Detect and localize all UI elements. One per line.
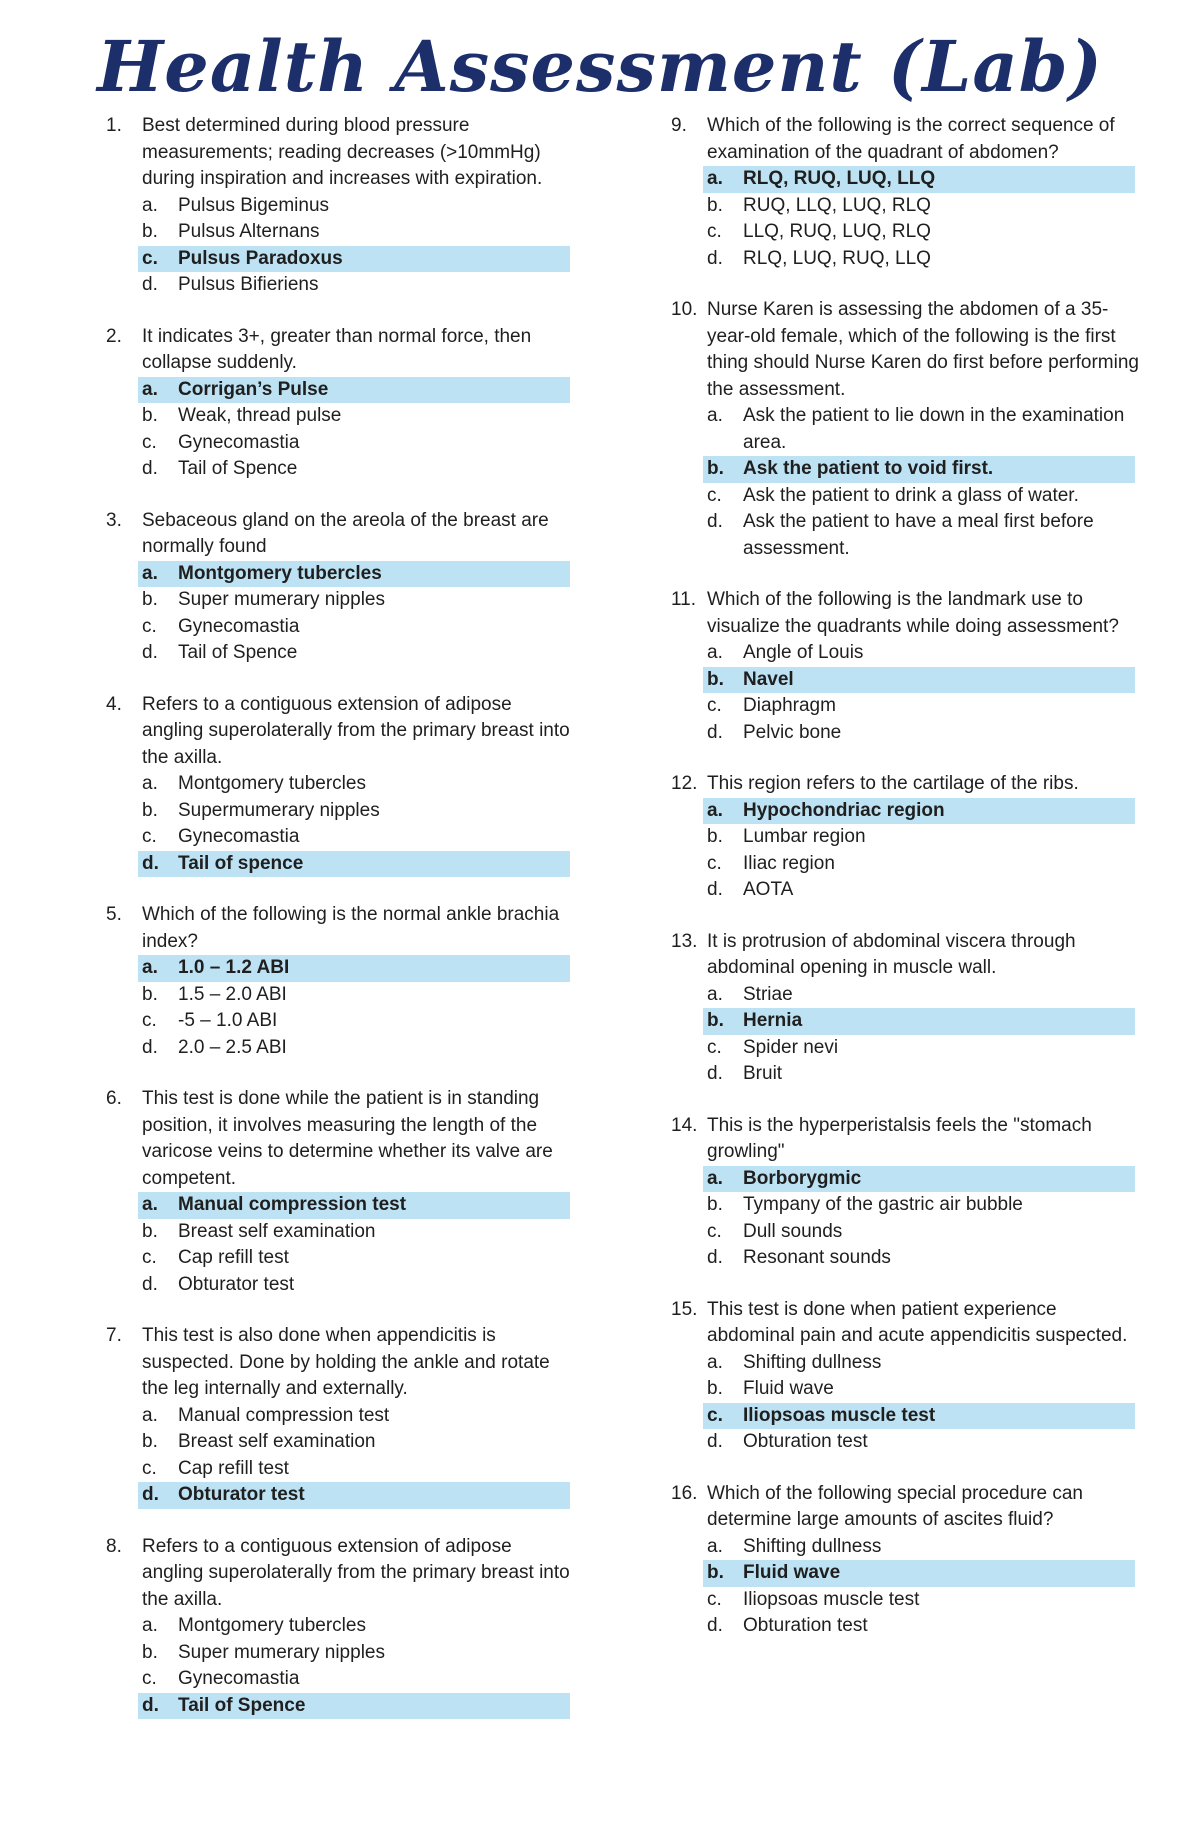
choice-letter: a. bbox=[142, 773, 158, 794]
choice-letter: b. bbox=[707, 194, 723, 216]
question-number: 6. bbox=[106, 1088, 122, 1109]
choice-letter: b. bbox=[707, 826, 723, 847]
choice-letter: b. bbox=[707, 458, 724, 479]
answer-choice bbox=[138, 640, 570, 667]
question-item bbox=[665, 771, 1200, 904]
choice-text: Iliopsoas muscle test bbox=[743, 1588, 920, 1610]
choice-letter: d. bbox=[707, 721, 723, 743]
question-number: 16. bbox=[671, 1482, 698, 1504]
correct-answer-choice bbox=[703, 1008, 1135, 1035]
question-number-cell bbox=[665, 929, 707, 982]
choice-text: Gynecomastia bbox=[178, 615, 300, 637]
choice-letter: d. bbox=[707, 247, 723, 269]
question-item bbox=[665, 297, 1200, 562]
choice-text: Tympany of the gastric air bubble bbox=[743, 1194, 1023, 1215]
choice-letter: c. bbox=[707, 221, 722, 242]
choice-text: 1.5 – 2.0 ABI bbox=[178, 983, 287, 1005]
choice-letter: c. bbox=[707, 695, 722, 716]
question-stem bbox=[100, 692, 680, 772]
choice-letter: a. bbox=[707, 1535, 723, 1557]
choice-letter: b. bbox=[707, 1562, 724, 1583]
answer-choice bbox=[703, 1613, 1135, 1640]
choice-text: Manual compression test bbox=[178, 1404, 390, 1426]
choice-letter: c. bbox=[142, 1247, 157, 1268]
question-stem bbox=[100, 508, 680, 561]
choice-letter: d. bbox=[707, 1063, 723, 1084]
question-item bbox=[665, 113, 1200, 272]
choice-text: Corrigan’s Pulse bbox=[178, 378, 329, 400]
question-stem bbox=[100, 1534, 680, 1614]
question-number: 5. bbox=[106, 904, 122, 925]
choice-text: Hernia bbox=[743, 1010, 803, 1031]
question-stem bbox=[100, 902, 680, 955]
choice-text: Fluid wave bbox=[743, 1562, 841, 1583]
answer-choice bbox=[703, 1534, 1135, 1561]
choice-letter: b. bbox=[707, 1378, 723, 1399]
question-text: Sebaceous gland on the areola of the breast are normally found bbox=[142, 509, 549, 557]
choice-letter: b. bbox=[142, 799, 158, 821]
choice-letter: c. bbox=[142, 615, 157, 637]
question-text: This region refers to the cartilage of the ribs. bbox=[707, 773, 1079, 794]
choice-letter: a. bbox=[707, 1167, 723, 1189]
answer-choice bbox=[138, 193, 570, 220]
left-column bbox=[100, 113, 680, 1744]
question-text: This is the hyperperistalsis feels the "stomach growling" bbox=[707, 1114, 1092, 1162]
choice-letter: d. bbox=[142, 852, 159, 874]
answer-choice bbox=[703, 982, 1135, 1009]
choice-text: Tail of Spence bbox=[178, 642, 298, 663]
choice-text: Obturation test bbox=[743, 1615, 868, 1636]
choice-list bbox=[138, 1613, 680, 1719]
correct-answer-choice bbox=[703, 1560, 1135, 1587]
answer-choice bbox=[703, 1192, 1135, 1219]
answer-choice bbox=[703, 1035, 1135, 1062]
choice-text: Obturator test bbox=[178, 1484, 305, 1505]
choice-text: Pelvic bone bbox=[743, 721, 842, 743]
question-number-cell bbox=[100, 508, 142, 561]
question-number-cell bbox=[100, 692, 142, 772]
choice-text: Tail of Spence bbox=[178, 1694, 306, 1716]
choice-text: Lumbar region bbox=[743, 826, 866, 847]
choice-letter: a. bbox=[707, 799, 723, 821]
choice-text: Ask the patient to drink a glass of water. bbox=[743, 484, 1079, 506]
question-number-cell bbox=[100, 1534, 142, 1614]
choice-list bbox=[138, 377, 680, 483]
answer-choice bbox=[138, 1403, 570, 1430]
choice-list bbox=[703, 403, 1200, 562]
correct-answer-choice bbox=[138, 955, 570, 982]
correct-answer-choice bbox=[703, 798, 1135, 825]
choice-text: Tail of Spence bbox=[178, 458, 298, 479]
choice-text: Spider nevi bbox=[743, 1036, 839, 1058]
question-number: 1. bbox=[106, 115, 122, 136]
question-item bbox=[100, 508, 680, 667]
choice-text: Dull sounds bbox=[743, 1220, 843, 1242]
question-text: This test is also done when appendicitis is suspected. Done by holding the ankle and rotate the leg internally and externally. bbox=[142, 1325, 550, 1399]
answer-choice bbox=[703, 1061, 1135, 1088]
answer-choice bbox=[138, 614, 570, 641]
answer-choice bbox=[138, 1640, 570, 1667]
correct-answer-choice bbox=[138, 1482, 570, 1509]
choice-text: Pulsus Paradoxus bbox=[178, 247, 343, 269]
choice-letter: c. bbox=[707, 484, 722, 506]
choice-text: Tail of spence bbox=[178, 852, 304, 874]
choice-text: Bruit bbox=[743, 1063, 783, 1084]
choice-text: Shifting dullness bbox=[743, 1351, 882, 1373]
choice-text: Obturator test bbox=[178, 1273, 295, 1295]
question-item bbox=[100, 902, 680, 1061]
choice-text: Cap refill test bbox=[178, 1457, 289, 1479]
choice-letter: c. bbox=[142, 1668, 157, 1689]
choice-letter: b. bbox=[142, 221, 158, 242]
question-number: 4. bbox=[106, 693, 122, 715]
question-number-cell bbox=[100, 902, 142, 955]
choice-text: RLQ, LUQ, RUQ, LLQ bbox=[743, 247, 931, 269]
choice-text: Diaphragm bbox=[743, 695, 836, 716]
choice-letter: c. bbox=[707, 852, 722, 874]
choice-letter: b. bbox=[707, 1010, 724, 1031]
choice-letter: a. bbox=[707, 405, 723, 426]
choice-letter: a. bbox=[142, 378, 158, 400]
choice-letter: a. bbox=[707, 168, 723, 189]
choice-letter: d. bbox=[707, 1615, 723, 1636]
answer-choice bbox=[703, 720, 1135, 747]
question-text: Which of the following special procedure can determine large amounts of ascites fluid? bbox=[707, 1482, 1083, 1530]
choice-letter: a. bbox=[707, 642, 723, 663]
answer-choice bbox=[703, 1587, 1135, 1614]
choice-text: Iliac region bbox=[743, 852, 835, 874]
question-item bbox=[665, 1113, 1200, 1272]
choice-letter: a. bbox=[142, 194, 158, 216]
question-number: 7. bbox=[106, 1325, 122, 1346]
choice-text: Breast self examination bbox=[178, 1220, 376, 1242]
question-item bbox=[665, 929, 1200, 1088]
answer-choice bbox=[703, 1350, 1135, 1377]
choice-letter: c. bbox=[707, 1220, 722, 1242]
answer-choice bbox=[703, 640, 1135, 667]
choice-letter: b. bbox=[142, 983, 158, 1005]
question-number: 13. bbox=[671, 930, 698, 952]
choice-text: Ask the patient to have a meal first before assessment. bbox=[743, 511, 1094, 559]
answer-choice bbox=[138, 219, 570, 246]
answer-choice bbox=[703, 1219, 1135, 1246]
choice-letter: d. bbox=[707, 511, 723, 532]
question-item bbox=[100, 324, 680, 483]
correct-answer-choice bbox=[703, 1403, 1135, 1430]
question-item bbox=[100, 113, 680, 299]
answer-choice bbox=[138, 1666, 570, 1693]
question-stem bbox=[665, 1297, 1200, 1350]
choice-letter: a. bbox=[142, 1615, 158, 1636]
choice-text: Super mumerary nipples bbox=[178, 1641, 385, 1663]
question-number: 2. bbox=[106, 325, 122, 347]
choice-letter: c. bbox=[142, 247, 158, 269]
choice-letter: c. bbox=[142, 826, 157, 847]
answer-choice bbox=[138, 272, 570, 299]
choice-text: RLQ, RUQ, LUQ, LLQ bbox=[743, 168, 936, 189]
answer-choice bbox=[138, 1008, 570, 1035]
question-number: 8. bbox=[106, 1535, 122, 1557]
correct-answer-choice bbox=[703, 456, 1135, 483]
question-item bbox=[100, 1323, 680, 1509]
answer-choice bbox=[138, 1219, 570, 1246]
choice-text: Gynecomastia bbox=[178, 1668, 300, 1689]
question-number-cell bbox=[100, 1323, 142, 1403]
question-text: Which of the following is the normal ankle brachia index? bbox=[142, 904, 560, 952]
correct-answer-choice bbox=[703, 667, 1135, 694]
answer-choice bbox=[703, 403, 1135, 456]
choice-letter: b. bbox=[142, 1431, 158, 1452]
answer-choice bbox=[703, 246, 1135, 273]
choice-text: Gynecomastia bbox=[178, 431, 300, 453]
choice-text: Iliopsoas muscle test bbox=[743, 1404, 936, 1426]
correct-answer-choice bbox=[703, 1166, 1135, 1193]
correct-answer-choice bbox=[138, 1192, 570, 1219]
question-item bbox=[100, 1534, 680, 1720]
choice-text: Angle of Louis bbox=[743, 642, 864, 663]
choice-text: Montgomery tubercles bbox=[178, 773, 366, 794]
question-number: 14. bbox=[671, 1114, 698, 1136]
question-stem bbox=[100, 1323, 680, 1403]
choice-text: Navel bbox=[743, 668, 794, 690]
choice-text: Pulsus Bifieriens bbox=[178, 274, 319, 295]
choice-list bbox=[703, 982, 1200, 1088]
choice-letter: c. bbox=[142, 431, 157, 453]
question-number-cell bbox=[100, 1086, 142, 1192]
choice-letter: c. bbox=[142, 1457, 157, 1479]
question-number-cell bbox=[665, 113, 707, 166]
choice-text: RUQ, LLQ, LUQ, RLQ bbox=[743, 194, 931, 216]
choice-letter: a. bbox=[142, 1404, 158, 1426]
answer-choice bbox=[703, 483, 1135, 510]
choice-text: Ask the patient to lie down in the examination area. bbox=[743, 405, 1125, 453]
choice-letter: b. bbox=[142, 1641, 158, 1663]
question-number-cell bbox=[100, 113, 142, 193]
choice-letter: a. bbox=[142, 562, 158, 584]
answer-choice bbox=[138, 771, 570, 798]
choice-text: Gynecomastia bbox=[178, 826, 300, 847]
answer-choice bbox=[138, 1035, 570, 1062]
choice-list bbox=[703, 1166, 1200, 1272]
choice-letter: c. bbox=[142, 1010, 157, 1031]
question-item bbox=[665, 1297, 1200, 1456]
question-number-cell bbox=[100, 324, 142, 377]
question-number-cell bbox=[665, 1297, 707, 1350]
answer-choice bbox=[703, 1429, 1135, 1456]
question-item bbox=[665, 587, 1200, 746]
choice-text: Breast self examination bbox=[178, 1431, 376, 1452]
question-number-cell bbox=[665, 1481, 707, 1534]
answer-choice bbox=[138, 456, 570, 483]
choice-letter: c. bbox=[707, 1588, 722, 1610]
question-text: This test is done when patient experience abdominal pain and acute appendicitis suspected. bbox=[707, 1298, 1128, 1346]
question-text: It is protrusion of abdominal viscera through abdominal opening in muscle wall. bbox=[707, 930, 1076, 978]
question-text: It indicates 3+, greater than normal force, then collapse suddenly. bbox=[142, 325, 532, 373]
question-stem bbox=[100, 113, 680, 193]
question-text: Which of the following is the correct sequence of examination of the quadrant of abdomen? bbox=[707, 115, 1115, 163]
choice-text: -5 – 1.0 ABI bbox=[178, 1010, 278, 1031]
answer-choice bbox=[703, 1245, 1135, 1272]
answer-choice bbox=[138, 1429, 570, 1456]
choice-letter: b. bbox=[142, 1220, 158, 1242]
choice-letter: b. bbox=[707, 1194, 723, 1215]
choice-letter: b. bbox=[142, 405, 158, 426]
choice-text: Resonant sounds bbox=[743, 1247, 891, 1268]
question-item bbox=[100, 692, 680, 878]
question-item bbox=[665, 1481, 1200, 1640]
answer-choice bbox=[703, 824, 1135, 851]
choice-letter: d. bbox=[707, 1431, 723, 1452]
choice-letter: a. bbox=[142, 957, 158, 978]
choice-letter: d. bbox=[142, 1694, 159, 1716]
answer-choice bbox=[138, 1456, 570, 1483]
answer-choice bbox=[138, 1272, 570, 1299]
choice-letter: d. bbox=[142, 1273, 158, 1295]
choice-letter: a. bbox=[142, 1194, 158, 1215]
page-title: Health Assessment (Lab) bbox=[97, 25, 1103, 108]
choice-text: Supermumerary nipples bbox=[178, 799, 380, 821]
choice-letter: c. bbox=[707, 1036, 722, 1058]
question-number: 3. bbox=[106, 509, 122, 531]
choice-list bbox=[703, 166, 1200, 272]
question-item bbox=[100, 1086, 680, 1298]
question-stem bbox=[665, 297, 1200, 403]
choice-text: Montgomery tubercles bbox=[178, 1615, 366, 1636]
question-number: 15. bbox=[671, 1298, 698, 1320]
answer-choice bbox=[138, 430, 570, 457]
question-text: Best determined during blood pressure measurements; reading decreases (>10mmHg) during inspiration and increases with expiration. bbox=[142, 115, 543, 189]
question-number-cell bbox=[665, 297, 707, 403]
choice-letter: a. bbox=[707, 1351, 723, 1373]
correct-answer-choice bbox=[138, 851, 570, 878]
answer-choice bbox=[138, 824, 570, 851]
question-text: This test is done while the patient is in standing position, it involves measuring the length of the varicose veins to determine whether its valve are competent. bbox=[142, 1088, 553, 1189]
question-stem bbox=[665, 587, 1200, 640]
question-number-cell bbox=[665, 771, 707, 798]
question-stem bbox=[665, 1113, 1200, 1166]
choice-text: Hypochondriac region bbox=[743, 799, 945, 821]
choice-letter: b. bbox=[142, 589, 158, 610]
answer-choice bbox=[138, 982, 570, 1009]
question-number: 10. bbox=[671, 299, 698, 320]
choice-text: Borborygmic bbox=[743, 1167, 862, 1189]
choice-letter: a. bbox=[707, 983, 723, 1005]
question-number-cell bbox=[665, 587, 707, 640]
answer-choice bbox=[138, 798, 570, 825]
question-text: Which of the following is the landmark use to visualize the quadrants while doing assessment? bbox=[707, 589, 1119, 637]
choice-text: Pulsus Alternans bbox=[178, 221, 320, 242]
answer-choice bbox=[138, 403, 570, 430]
choice-text: Shifting dullness bbox=[743, 1535, 882, 1557]
question-stem bbox=[665, 771, 1200, 798]
choice-list bbox=[138, 561, 680, 667]
question-number: 12. bbox=[671, 773, 698, 794]
choice-letter: d. bbox=[707, 1247, 723, 1268]
answer-choice bbox=[138, 1613, 570, 1640]
choice-text: Ask the patient to void first. bbox=[743, 458, 994, 479]
correct-answer-choice bbox=[138, 561, 570, 588]
choice-text: Weak, thread pulse bbox=[178, 405, 342, 426]
question-stem bbox=[100, 324, 680, 377]
choice-text: 1.0 – 1.2 ABI bbox=[178, 957, 290, 978]
choice-text: Cap refill test bbox=[178, 1247, 289, 1268]
choice-text: Fluid wave bbox=[743, 1378, 834, 1399]
choice-letter: c. bbox=[707, 1404, 723, 1426]
question-stem bbox=[665, 929, 1200, 982]
question-stem bbox=[100, 1086, 680, 1192]
choice-list bbox=[703, 798, 1200, 904]
answer-choice bbox=[703, 851, 1135, 878]
choice-letter: d. bbox=[142, 1036, 158, 1058]
question-text: Refers to a contiguous extension of adipose angling superolaterally from the primary breast into the axilla. bbox=[142, 1535, 570, 1610]
answer-choice bbox=[703, 219, 1135, 246]
answer-choice bbox=[703, 1376, 1135, 1403]
choice-text: 2.0 – 2.5 ABI bbox=[178, 1036, 287, 1058]
question-number: 9. bbox=[671, 115, 687, 136]
right-column bbox=[665, 113, 1200, 1665]
choice-text: Montgomery tubercles bbox=[178, 562, 382, 584]
choice-letter: d. bbox=[707, 879, 723, 900]
answer-choice bbox=[703, 193, 1135, 220]
answer-choice bbox=[703, 509, 1135, 562]
correct-answer-choice bbox=[703, 166, 1135, 193]
choice-text: Obturation test bbox=[743, 1431, 868, 1452]
choice-list bbox=[138, 771, 680, 877]
choice-letter: d. bbox=[142, 274, 158, 295]
correct-answer-choice bbox=[138, 1693, 570, 1720]
correct-answer-choice bbox=[138, 246, 570, 273]
choice-list bbox=[703, 1350, 1200, 1456]
question-stem bbox=[665, 1481, 1200, 1534]
choice-text: LLQ, RUQ, LUQ, RLQ bbox=[743, 221, 931, 242]
choice-list bbox=[138, 1403, 680, 1509]
choice-list bbox=[703, 1534, 1200, 1640]
question-text: Nurse Karen is assessing the abdomen of a 35-year-old female, which of the following is the first thing should Nurse Karen do first before performing the assessment. bbox=[707, 299, 1139, 400]
choice-list bbox=[703, 640, 1200, 746]
answer-choice bbox=[703, 693, 1135, 720]
choice-text: AOTA bbox=[743, 879, 794, 900]
choice-letter: d. bbox=[142, 642, 158, 663]
choice-list bbox=[138, 193, 680, 299]
choice-text: Super mumerary nipples bbox=[178, 589, 385, 610]
choice-text: Manual compression test bbox=[178, 1194, 407, 1215]
question-number-cell bbox=[665, 1113, 707, 1166]
correct-answer-choice bbox=[138, 377, 570, 404]
question-number: 11. bbox=[671, 589, 697, 610]
choice-text: Striae bbox=[743, 983, 793, 1005]
answer-choice bbox=[138, 587, 570, 614]
choice-list bbox=[138, 955, 680, 1061]
choice-text: Pulsus Bigeminus bbox=[178, 194, 330, 216]
choice-list bbox=[138, 1192, 680, 1298]
answer-choice bbox=[138, 1245, 570, 1272]
choice-letter: d. bbox=[142, 1484, 159, 1505]
choice-letter: d. bbox=[142, 458, 158, 479]
answer-choice bbox=[703, 877, 1135, 904]
question-stem bbox=[665, 113, 1200, 166]
choice-letter: b. bbox=[707, 668, 724, 690]
question-text: Refers to a contiguous extension of adipose angling superolaterally from the primary breast into the axilla. bbox=[142, 693, 570, 768]
